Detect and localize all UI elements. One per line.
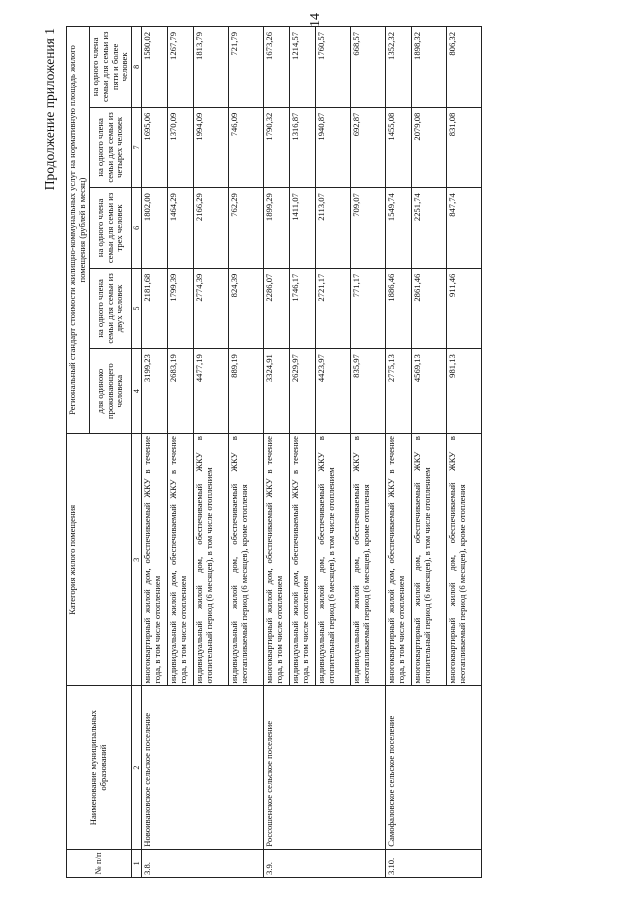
cost-value: 668,57 [351,27,386,108]
cost-value: 1695,06 [142,107,168,188]
cost-value: 2113,07 [316,188,351,269]
cost-value: 1760,57 [316,27,351,108]
housing-category: индивидуальный жилой дом, обеспечиваемый ЖКУ в неотапливаемый период (6 месяцев), кроме отопления [229,434,264,686]
cost-value: 1746,17 [290,268,316,349]
cost-value: 1790,32 [264,107,290,188]
cost-value: 847,74 [447,188,482,269]
housing-category: многоквартирный жилой дом, обеспечиваемый ЖКУ в течение года, в том числе отоплением [264,434,290,686]
housing-cost-table [66,26,482,878]
housing-category: многоквартирный жилой дом, обеспечиваемый ЖКУ в неотапливаемый период (6 месяцев), кроме отопления [447,434,482,686]
cost-value: 1799,39 [168,268,194,349]
housing-category: многоквартирный жилой дом, обеспечиваемый ЖКУ в отопительный период (6 месяцев), в том числе отоплением [412,434,447,686]
header-category: Категория жилого помещения [67,434,132,686]
cost-value: 806,32 [447,27,482,108]
cost-value: 835,97 [351,349,386,434]
header-name: Наименование муниципальных образований [67,686,132,849]
cost-value: 2775,13 [386,349,412,434]
cost-value: 1994,09 [194,107,229,188]
index-cell: 5 [132,268,142,349]
cost-value: 831,08 [447,107,482,188]
cost-value: 2166,29 [194,188,229,269]
row-number: 3.9. [264,849,386,877]
page-number: 14 [308,13,323,27]
municipality-name: Новоивановское сельское поселение [142,686,264,849]
cost-value: 3324,91 [264,349,290,434]
index-cell: 6 [132,188,142,269]
housing-category: индивидуальный жилой дом, обеспечиваемый ЖКУ в отопительный период (6 месяцев), в том числе отоплением [194,434,229,686]
appendix-caption: Продолжение приложения 1 [42,28,57,191]
cost-value: 709,07 [351,188,386,269]
cost-value: 2251,74 [412,188,447,269]
cost-value: 1580,02 [142,27,168,108]
housing-category: индивидуальный жилой дом, обеспечиваемый ЖКУ в неотапливаемый период (6 месяцев), кроме отопления [351,434,386,686]
cost-value: 721,79 [229,27,264,108]
cost-value: 1673,26 [264,27,290,108]
cost-value: 1549,74 [386,188,412,269]
row-number: 3.10. [386,849,482,877]
header-sub-4: на одного члена семьи для семьи из четырех человек [89,107,132,188]
housing-category: многоквартирный жилой дом, обеспечиваемый ЖКУ в течение года, в том числе отоплением [142,434,168,686]
cost-value: 1899,29 [264,188,290,269]
cost-value: 4477,19 [194,349,229,434]
cost-value: 889,19 [229,349,264,434]
housing-category: индивидуальный жилой дом, обеспечиваемый ЖКУ в течение года, в том числе отоплением [290,434,316,686]
housing-category: индивидуальный жилой дом, обеспечиваемый ЖКУ в течение года, в том числе отоплением [168,434,194,686]
index-cell: 3 [132,434,142,686]
cost-value: 824,39 [229,268,264,349]
cost-value: 2629,97 [290,349,316,434]
index-cell: 7 [132,107,142,188]
table-row [142,27,168,878]
cost-value: 1214,57 [290,27,316,108]
index-cell: 4 [132,349,142,434]
index-cell: 8 [132,27,142,108]
header-sub-2: на одного члена семьи для семьи из двух человек [89,268,132,349]
cost-value: 1886,46 [386,268,412,349]
cost-value: 746,09 [229,107,264,188]
cost-value: 2861,46 [412,268,447,349]
column-index-row [132,27,142,878]
header-sub-5: на одного члена семьи для семьи из пяти и более человек [89,27,132,108]
index-cell: 1 [132,849,142,877]
municipality-name: Россошенское сельское поселение [264,686,386,849]
cost-value: 1455,08 [386,107,412,188]
cost-value: 3199,23 [142,349,168,434]
cost-value: 1411,07 [290,188,316,269]
cost-value: 4569,13 [412,349,447,434]
header-num: № п/п [67,849,132,877]
cost-value: 1464,29 [168,188,194,269]
cost-value: 692,87 [351,107,386,188]
header-standard: Региональный стандарт стоимости жилищно-коммунальных услуг на нормативную площадь жилого помещения (рублей в месяц) [67,27,90,434]
cost-value: 2079,08 [412,107,447,188]
cost-value: 1352,32 [386,27,412,108]
row-number: 3.8. [142,849,264,877]
cost-value: 762,29 [229,188,264,269]
table-row [386,27,412,878]
cost-value: 771,17 [351,268,386,349]
municipality-name: Самофаловское сельское поселение [386,686,482,849]
cost-value: 1802,00 [142,188,168,269]
cost-value: 1267,79 [168,27,194,108]
cost-value: 2774,39 [194,268,229,349]
cost-value: 4423,97 [316,349,351,434]
housing-category: многоквартирный жилой дом, обеспечиваемый ЖКУ в течение года, в том числе отоплением [386,434,412,686]
cost-value: 1370,09 [168,107,194,188]
cost-value: 1898,32 [412,27,447,108]
cost-value: 1940,87 [316,107,351,188]
rotated-sheet [20,18,620,880]
header-sub-1: для одиноко проживающего человека [89,349,132,434]
housing-category: индивидуальный жилой дом, обеспечиваемый ЖКУ в отопительный период (6 месяцев), в том числе отоплением [316,434,351,686]
cost-value: 911,46 [447,268,482,349]
cost-value: 981,13 [447,349,482,434]
header-sub-3: на одного члена семьи для семьи из трех человек [89,188,132,269]
cost-value: 2181,68 [142,268,168,349]
cost-value: 1316,87 [290,107,316,188]
cost-value: 2683,19 [168,349,194,434]
cost-value: 2286,07 [264,268,290,349]
index-cell: 2 [132,686,142,849]
table-row [264,27,290,878]
cost-value: 1813,79 [194,27,229,108]
cost-value: 2721,17 [316,268,351,349]
